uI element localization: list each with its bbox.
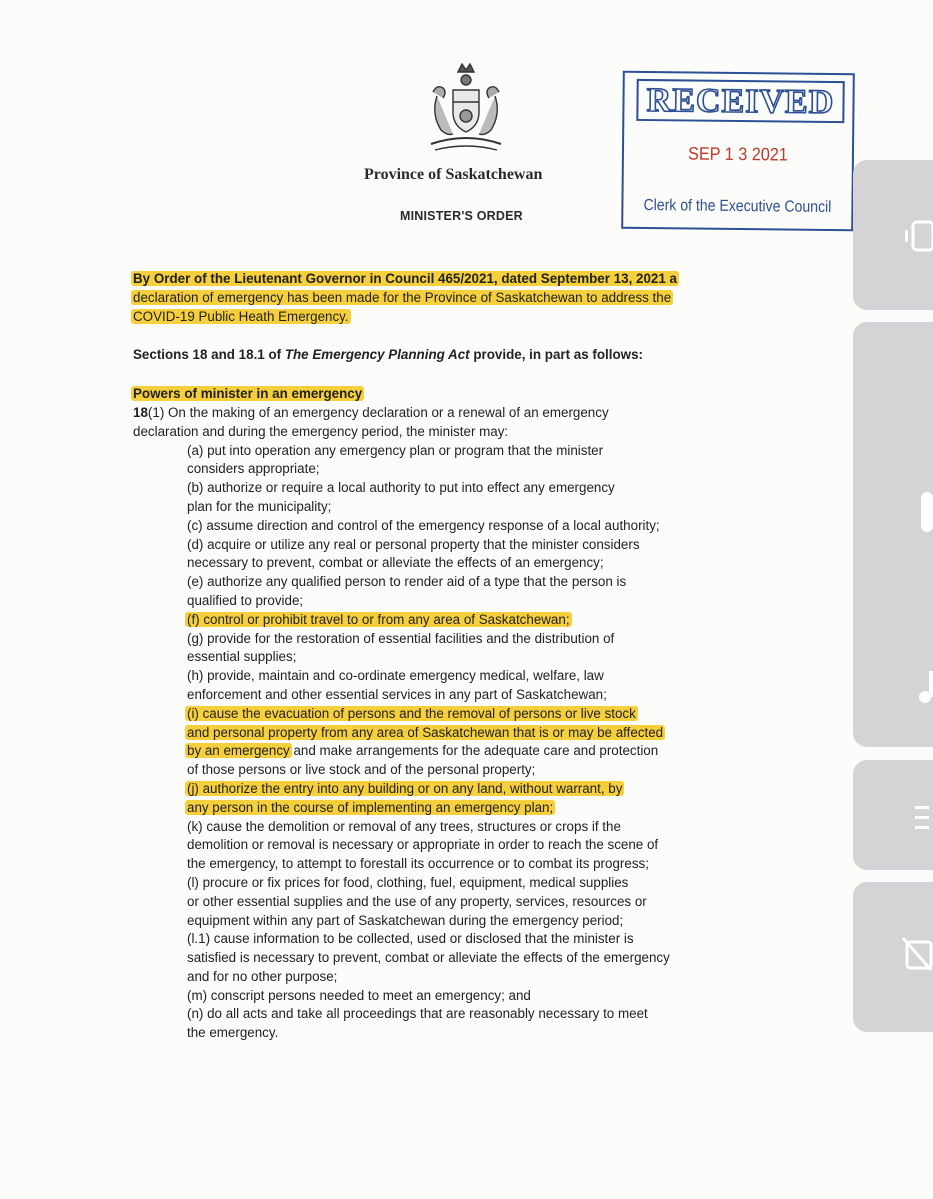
clause-i-cont-2: by an emergency (187, 743, 290, 759)
music-note-icon (899, 667, 933, 707)
clause-a-cont: considers appropriate; (187, 461, 320, 477)
clause-f: (f) control or prohibit travel to or from any area of Saskatchewan; (187, 611, 570, 627)
stamp-date: SEP 1 3 2021 (688, 143, 788, 165)
stamp-received-label: RECEIVED (636, 79, 844, 123)
clause-k-cont-1: demolition or removal is necessary or appropriate in order to reach the scene of (187, 837, 659, 853)
clause-i-cont-3: of those persons or live stock and of the personal property; (187, 762, 536, 778)
clause-n: (n) do all acts and take all proceedings that are reasonably necessary to meet (187, 1006, 648, 1022)
intro-line-2: declaration of emergency has been made for the Province of Saskatchewan to address the (133, 289, 672, 305)
clause-e-cont: qualified to provide; (187, 592, 304, 608)
side-panel-lower[interactable] (853, 760, 933, 870)
sections-reference: Sections 18 and 18.1 of The Emergency Planning Act provide, in part as follows: (133, 347, 643, 363)
clause-l1-cont-1: satisfied is necessary to prevent, combat or alleviate the effects of the emergency (187, 950, 670, 966)
order-title: MINISTER'S ORDER (400, 209, 523, 223)
clause-i-cont-2b: and make arrangements for the adequate care and protection (289, 743, 659, 759)
equalizer-icon (899, 796, 933, 836)
clause-h: (h) provide, maintain and co-ordinate emergency medical, welfare, law (187, 668, 604, 684)
clause-l: (l) procure or fix prices for food, clothing, fuel, equipment, medical supplies (187, 874, 629, 890)
clause-c: (c) assume direction and control of the emergency response of a local authority; (187, 517, 660, 533)
clause-g-cont: essential supplies; (187, 649, 297, 665)
stamp-office: Clerk of the Executive Council (643, 197, 832, 216)
section-lead-2: declaration and during the emergency period, the minister may: (133, 423, 509, 439)
clause-l1-cont-2: and for no other purpose; (187, 968, 338, 984)
clause-g: (g) provide for the restoration of essential facilities and the distribution of (187, 630, 615, 646)
coat-of-arms-icon (425, 58, 507, 158)
clause-d-cont: necessary to prevent, combat or alleviate the effects of an emergency; (187, 555, 604, 571)
mute-notifications-icon (899, 934, 933, 974)
clause-h-cont: enforcement and other essential services in any part of Saskatchewan; (187, 686, 607, 702)
clause-l-cont-2: equipment within any part of Saskatchewan during the emergency period; (187, 912, 624, 928)
clause-a: (a) put into operation any emergency plan or program that the minister (187, 442, 604, 458)
clause-d: (d) acquire or utilize any real or personal property that the minister considers (187, 536, 640, 552)
intro-line-3: COVID-19 Public Heath Emergency. (133, 308, 349, 324)
side-panel-top[interactable] (853, 160, 933, 310)
clause-b-cont: plan for the municipality; (187, 498, 332, 514)
clause-k-cont-2: the emergency, to attempt to forestall its occurrence or to combat its progress; (187, 856, 649, 872)
vibrate-icon (899, 216, 933, 256)
clause-m: (m) conscript persons needed to meet an emergency; and (187, 987, 531, 1003)
clause-n-cont: the emergency. (187, 1025, 279, 1041)
clause-k: (k) cause the demolition or removal of any trees, structures or crops if the (187, 818, 621, 834)
intro-line-1: By Order of the Lieutenant Governor in Council 465/2021, dated September 13, 2021 a (133, 271, 677, 286)
section-lead: 18(1) On the making of an emergency declaration or a renewal of an emergency (133, 404, 609, 420)
slider-handle-icon[interactable] (899, 492, 933, 532)
received-stamp (621, 71, 855, 231)
order-body (133, 270, 773, 1043)
clause-j-cont: any person in the course of implementing an emergency plan; (187, 799, 554, 815)
clause-i: (i) cause the evacuation of persons and the removal of persons or live stock (187, 705, 636, 721)
clause-l1: (l.1) cause information to be collected, used or disclosed that the minister is (187, 931, 634, 947)
clause-e: (e) authorize any qualified person to render aid of a type that the person is (187, 574, 627, 590)
clause-j: (j) authorize the entry into any building or on any land, without warrant, by (187, 780, 623, 796)
clause-b: (b) authorize or require a local authority to put into effect any emergency (187, 480, 615, 496)
clause-i-cont-1: and personal property from any area of Saskatchewan that is or may be affected (187, 724, 664, 740)
section-heading: Powers of minister in an emergency (133, 386, 363, 402)
side-panel-middle[interactable] (853, 322, 933, 747)
side-panel-bottom[interactable] (853, 882, 933, 1032)
clause-l-cont-1: or other essential supplies and the use of any property, services, resources or (187, 893, 647, 909)
province-name: Province of Saskatchewan (364, 166, 543, 183)
